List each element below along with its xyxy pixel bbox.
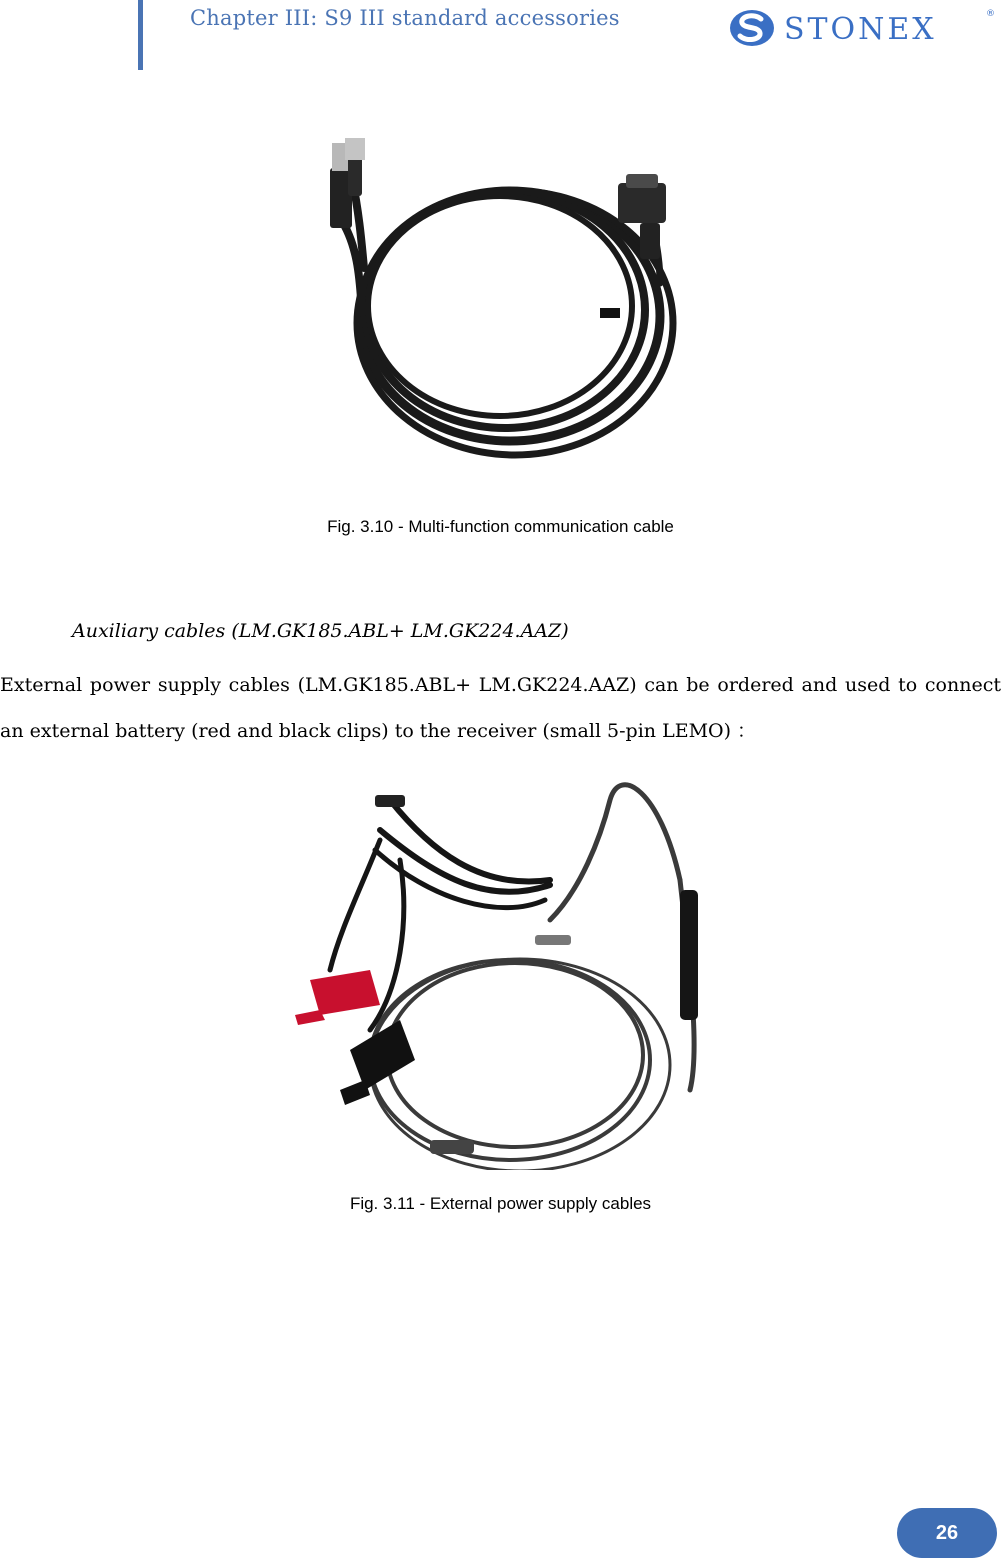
stonex-logo: [728, 4, 998, 52]
body-paragraph: External power supply cables (LM.GK185.ABL+ LM.GK224.AAZ) can be ordered and used to connect an external battery (red and black clips) to the receiver (small 5-pin LEMO) ：: [0, 674, 1001, 742]
figure-caption: Fig. 3.10 - Multi-function communication cable: [327, 517, 674, 536]
section-subheading: Auxiliary cables (LM.GK185.ABL+ LM.GK224.AAZ): [72, 620, 569, 642]
header-accent-bar: [138, 0, 143, 70]
chapter-title: Chapter III: S9 III standard accessories: [190, 6, 620, 30]
logo-wordmark: STONEX: [784, 12, 937, 47]
external-power-cables-photo: [280, 770, 720, 1170]
svg-text:®: ®: [986, 9, 995, 19]
multi-function-cable-photo: [300, 138, 700, 470]
page-number-badge: 26: [897, 1508, 997, 1558]
figure-caption: Fig. 3.11 - External power supply cables: [349, 1194, 652, 1213]
